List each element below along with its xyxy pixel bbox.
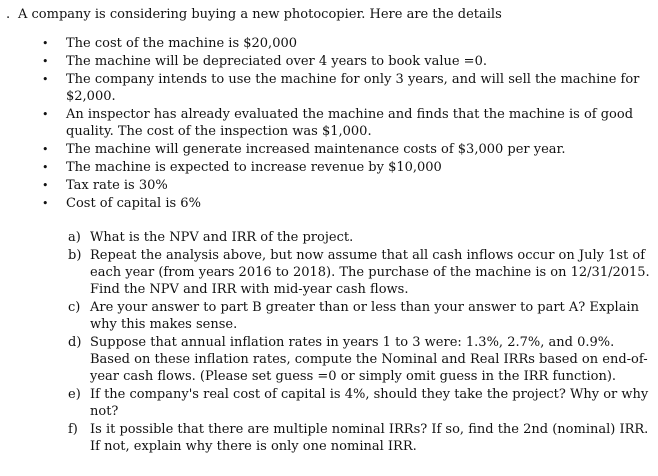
bullet-icon: • — [42, 143, 49, 156]
list-item — [42, 159, 650, 176]
question-label: c) — [68, 300, 81, 315]
details-list — [6, 35, 650, 212]
list-item — [42, 106, 650, 140]
bullet-icon: • — [42, 55, 49, 68]
list-item — [42, 177, 650, 194]
question-label: e) — [68, 387, 81, 402]
intro-paragraph — [6, 6, 650, 23]
detail-text: The machine is expected to increase revenue by $10,000 — [66, 160, 442, 175]
bullet-icon: • — [42, 179, 49, 192]
question-text: Repeat the analysis above, but now assume that all cash inflows occur on July 1st of each year (from years 2016 to 2018). The purchase of the machine is on 12/31/2015. Find the NPV and IRR with mid-year cash flows. — [90, 248, 650, 297]
question-label: a) — [68, 230, 81, 245]
question-item — [68, 334, 650, 385]
detail-text: The machine will generate increased maintenance costs of $3,000 per year. — [66, 142, 566, 157]
list-item — [42, 35, 650, 52]
bullet-icon: • — [42, 73, 49, 86]
question-label: b) — [68, 248, 82, 263]
detail-text: Cost of capital is 6% — [66, 196, 201, 211]
question-text: Suppose that annual inflation rates in years 1 to 3 were: 1.3%, 2.7%, and 0.9%. Based on these inflation rates, compute the Nominal and Real IRRs based on end-of-year cash flows. (Please set guess =0 or simply omit guess in the IRR function). — [90, 335, 648, 384]
question-label: d) — [68, 335, 82, 350]
bullet-icon: • — [42, 161, 49, 174]
bullet-icon: • — [42, 37, 49, 50]
question-label: f) — [68, 422, 78, 437]
list-item — [42, 71, 650, 105]
bullet-icon: • — [42, 108, 49, 121]
detail-text: The machine will be depreciated over 4 years to book value =0. — [66, 54, 487, 69]
detail-text: An inspector has already evaluated the machine and finds that the machine is of good quality. The cost of the inspection was $1,000. — [66, 107, 634, 139]
detail-text: Tax rate is 30% — [66, 178, 168, 193]
intro-marker: . — [6, 7, 11, 22]
list-item — [42, 53, 650, 70]
question-item — [68, 229, 650, 246]
question-text: Are your answer to part B greater than or less than your answer to part A? Explain why this makes sense. — [90, 300, 639, 332]
list-item — [42, 195, 650, 212]
list-item — [42, 141, 650, 158]
question-item — [68, 247, 650, 298]
question-item — [68, 386, 650, 420]
question-item — [68, 299, 650, 333]
question-text: If the company's real cost of capital is 4%, should they take the project? Why or why not? — [90, 387, 649, 419]
detail-text: The company intends to use the machine for only 3 years, and will sell the machine for $2,000. — [66, 72, 640, 104]
intro-text: A company is considering buying a new photocopier. Here are the details — [18, 7, 502, 22]
detail-text: The cost of the machine is $20,000 — [66, 36, 298, 51]
questions-list — [6, 229, 650, 455]
question-item — [68, 421, 650, 455]
question-text: What is the NPV and IRR of the project. — [90, 230, 354, 245]
question-text: Is it possible that there are multiple nominal IRRs? If so, find the 2nd (nominal) IRR. If not, explain why there is only one nominal IRR. — [90, 422, 649, 454]
bullet-icon: • — [42, 197, 49, 210]
